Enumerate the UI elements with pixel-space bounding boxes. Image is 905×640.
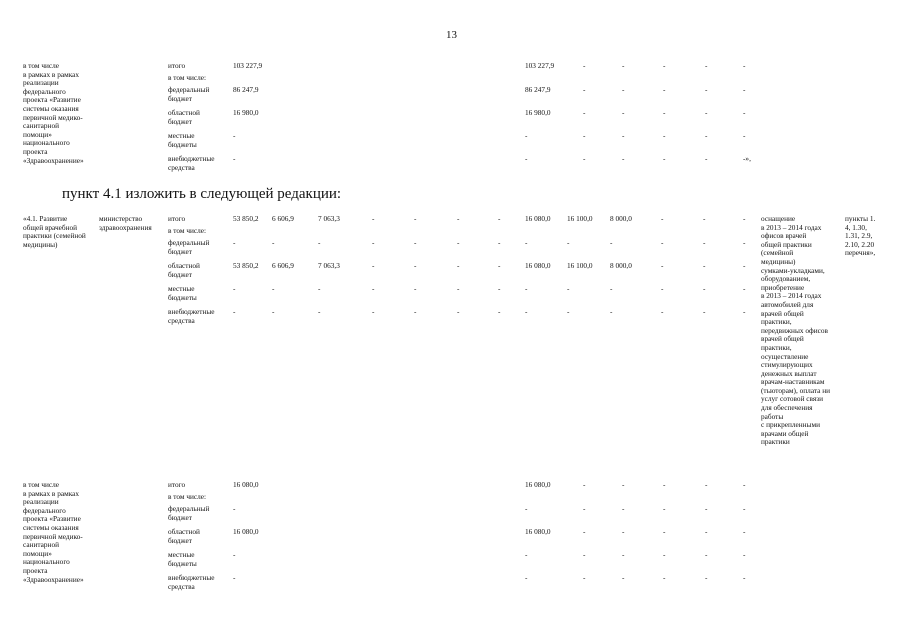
- value-cell: -: [272, 238, 275, 247]
- value-cell: 6 606,9: [272, 261, 294, 270]
- value-cell: 16 980,0: [525, 108, 551, 117]
- row-label: федеральный бюджет: [168, 504, 210, 522]
- value-cell: 8 000,0: [610, 214, 632, 223]
- value-cell: -: [705, 550, 708, 559]
- value-cell: -: [525, 238, 528, 247]
- value-cell: 16 080,0: [525, 527, 551, 536]
- value-cell: 16 080,0: [525, 214, 551, 223]
- value-cell: -: [457, 214, 460, 223]
- value-cell: -: [272, 307, 275, 316]
- value-cell: -: [663, 85, 666, 94]
- row-label: местные бюджеты: [168, 131, 197, 149]
- value-cell: -: [703, 261, 706, 270]
- value-cell: -: [622, 108, 625, 117]
- value-cell: -: [743, 131, 746, 140]
- value-cell: -: [318, 238, 321, 247]
- value-cell: -: [610, 238, 613, 247]
- value-cell: -: [583, 573, 586, 582]
- value-cell: -: [743, 214, 746, 223]
- row-label: в том числе:: [168, 226, 207, 235]
- value-cell: -: [233, 307, 236, 316]
- value-cell: -: [703, 284, 706, 293]
- value-cell: -: [705, 573, 708, 582]
- value-cell: -: [610, 284, 613, 293]
- block2-indicators: пункты 1. 4, 1.30, 1.31, 2.9, 2.10, 2.20 перечня»,: [845, 214, 876, 258]
- value-cell: 7 063,3: [318, 261, 340, 270]
- value-cell: -: [622, 573, 625, 582]
- value-cell: -: [743, 85, 746, 94]
- value-cell: -: [661, 284, 664, 293]
- value-cell: -: [414, 307, 417, 316]
- row-label: внебюджетные средства: [168, 307, 215, 325]
- value-cell: 53 850,2: [233, 214, 259, 223]
- block2-result: оснащение в 2013 – 2014 годах офисов врачей общей практики (семейной медицины) сумками-укладками, оборудованием, приобретение в 2013 – 2014 годах автомобилей для врачей общей практики, передвижных офисов врачей общей практики, осуществление стимулирующих денежных выплат врачам-наставникам (тьюторам), оплата ни услуг сотовой связи для обеспечения работы с прикрепленными врачами общей практики: [761, 214, 831, 447]
- page-number: 13: [446, 29, 457, 41]
- value-cell: -: [233, 284, 236, 293]
- value-cell: 16 080,0: [525, 261, 551, 270]
- value-cell: -: [414, 261, 417, 270]
- value-cell: -: [622, 550, 625, 559]
- value-cell: 8 000,0: [610, 261, 632, 270]
- value-cell: -: [705, 61, 708, 70]
- value-cell: -: [743, 284, 746, 293]
- block2-name: «4.1. Развитие общей врачебной практики (семейной медицины): [23, 214, 86, 249]
- value-cell: -: [661, 261, 664, 270]
- row-label: в том числе:: [168, 73, 207, 82]
- value-cell: -: [525, 307, 528, 316]
- value-cell: -: [703, 307, 706, 316]
- value-cell: -: [318, 284, 321, 293]
- value-cell: -: [372, 261, 375, 270]
- value-cell: -: [583, 61, 586, 70]
- value-cell: -: [414, 214, 417, 223]
- value-cell: -: [583, 85, 586, 94]
- value-cell: -: [414, 238, 417, 247]
- value-cell: -: [661, 307, 664, 316]
- block1-name: в том числе в рамках в рамках реализации федерального проекта «Развитие системы оказания первичной медико- санитарной помощи» национального проекта «Здравоохранение»: [23, 61, 84, 165]
- value-cell: -: [663, 480, 666, 489]
- value-cell: -: [525, 504, 528, 513]
- value-cell: -: [743, 61, 746, 70]
- value-cell: -: [743, 573, 746, 582]
- value-cell: -: [372, 214, 375, 223]
- value-cell: -: [525, 550, 528, 559]
- row-label: итого: [168, 480, 186, 489]
- row-label: итого: [168, 61, 186, 70]
- value-cell: -: [233, 504, 236, 513]
- value-cell: -: [233, 573, 236, 582]
- value-cell: -: [457, 307, 460, 316]
- value-cell: -: [663, 504, 666, 513]
- value-cell: -: [705, 527, 708, 536]
- value-cell: -: [583, 527, 586, 536]
- section-heading: пункт 4.1 изложить в следующей редакции:: [62, 186, 342, 202]
- value-cell: -: [705, 85, 708, 94]
- value-cell: -: [705, 480, 708, 489]
- block2-executor: министерство здравоохранения: [99, 214, 152, 232]
- value-cell: 16 980,0: [233, 108, 259, 117]
- row-label: внебюджетные средства: [168, 573, 215, 591]
- value-cell: -: [233, 238, 236, 247]
- row-label: в том числе:: [168, 492, 207, 501]
- value-cell: -: [622, 504, 625, 513]
- value-cell: -: [663, 61, 666, 70]
- value-cell: -: [663, 550, 666, 559]
- value-cell: -: [622, 154, 625, 163]
- value-cell: -: [743, 527, 746, 536]
- value-cell: -: [610, 307, 613, 316]
- value-cell: 7 063,3: [318, 214, 340, 223]
- value-cell: 86 247,9: [525, 85, 551, 94]
- value-cell: -: [318, 307, 321, 316]
- value-cell: -: [567, 238, 570, 247]
- value-cell: -: [525, 131, 528, 140]
- value-cell: -: [743, 550, 746, 559]
- value-cell: -: [663, 154, 666, 163]
- value-cell: 16 100,0: [567, 214, 593, 223]
- value-cell: -: [703, 214, 706, 223]
- value-cell: -: [743, 108, 746, 117]
- value-cell: -: [743, 238, 746, 247]
- value-cell: -: [622, 61, 625, 70]
- value-cell: -: [583, 154, 586, 163]
- value-cell: -: [567, 307, 570, 316]
- row-label: местные бюджеты: [168, 550, 197, 568]
- value-cell: -: [705, 131, 708, 140]
- value-cell: 16 080,0: [233, 480, 259, 489]
- value-cell: -: [372, 307, 375, 316]
- value-cell: -: [583, 550, 586, 559]
- value-cell: -: [583, 108, 586, 117]
- value-cell: -: [622, 527, 625, 536]
- value-cell: -: [583, 480, 586, 489]
- value-cell: -: [743, 480, 746, 489]
- value-cell: -: [372, 284, 375, 293]
- value-cell: -: [743, 307, 746, 316]
- value-cell: -: [743, 261, 746, 270]
- row-label: внебюджетные средства: [168, 154, 215, 172]
- value-cell: -: [622, 480, 625, 489]
- value-cell: -: [622, 85, 625, 94]
- value-cell: -: [622, 131, 625, 140]
- value-cell: -: [498, 214, 501, 223]
- value-cell: 53 850,2: [233, 261, 259, 270]
- value-cell: -: [661, 214, 664, 223]
- value-cell: 16 080,0: [525, 480, 551, 489]
- row-label: областной бюджет: [168, 527, 200, 545]
- value-cell: 103 227,9: [233, 61, 263, 70]
- value-cell: -: [703, 238, 706, 247]
- value-cell: -: [372, 238, 375, 247]
- value-cell: 103 227,9: [525, 61, 555, 70]
- value-cell: -: [743, 504, 746, 513]
- value-cell: -: [583, 504, 586, 513]
- value-cell: -: [663, 527, 666, 536]
- value-cell: -: [457, 261, 460, 270]
- value-cell: -: [661, 238, 664, 247]
- row-label: федеральный бюджет: [168, 238, 210, 256]
- value-cell: -: [498, 261, 501, 270]
- row-label: областной бюджет: [168, 108, 200, 126]
- value-cell: -: [457, 284, 460, 293]
- block3-name: в том числе в рамках в рамках реализации федерального проекта «Развитие системы оказания первичной медико- санитарной помощи» национального проекта «Здравоохранение»: [23, 480, 84, 584]
- value-cell: -: [498, 307, 501, 316]
- value-cell: -: [663, 108, 666, 117]
- row-label: федеральный бюджет: [168, 85, 210, 103]
- value-cell: 6 606,9: [272, 214, 294, 223]
- value-cell: -: [498, 238, 501, 247]
- value-cell: -: [525, 154, 528, 163]
- value-cell: -: [583, 131, 586, 140]
- value-cell: -: [705, 108, 708, 117]
- value-cell: -: [272, 284, 275, 293]
- value-cell: -: [233, 550, 236, 559]
- value-cell: -: [705, 154, 708, 163]
- row-label: итого: [168, 214, 186, 223]
- row-label: местные бюджеты: [168, 284, 197, 302]
- value-cell: -: [663, 573, 666, 582]
- value-cell: -: [525, 573, 528, 582]
- value-cell: -: [457, 238, 460, 247]
- value-cell: 16 080,0: [233, 527, 259, 536]
- value-cell: -: [233, 154, 236, 163]
- value-cell: -: [567, 284, 570, 293]
- value-cell: -: [233, 131, 236, 140]
- value-cell: -: [414, 284, 417, 293]
- value-cell: -: [498, 284, 501, 293]
- row-label: областной бюджет: [168, 261, 200, 279]
- value-cell: -: [525, 284, 528, 293]
- value-cell: -: [663, 131, 666, 140]
- value-cell: -»,: [743, 154, 751, 163]
- value-cell: 16 100,0: [567, 261, 593, 270]
- value-cell: 86 247,9: [233, 85, 259, 94]
- value-cell: -: [705, 504, 708, 513]
